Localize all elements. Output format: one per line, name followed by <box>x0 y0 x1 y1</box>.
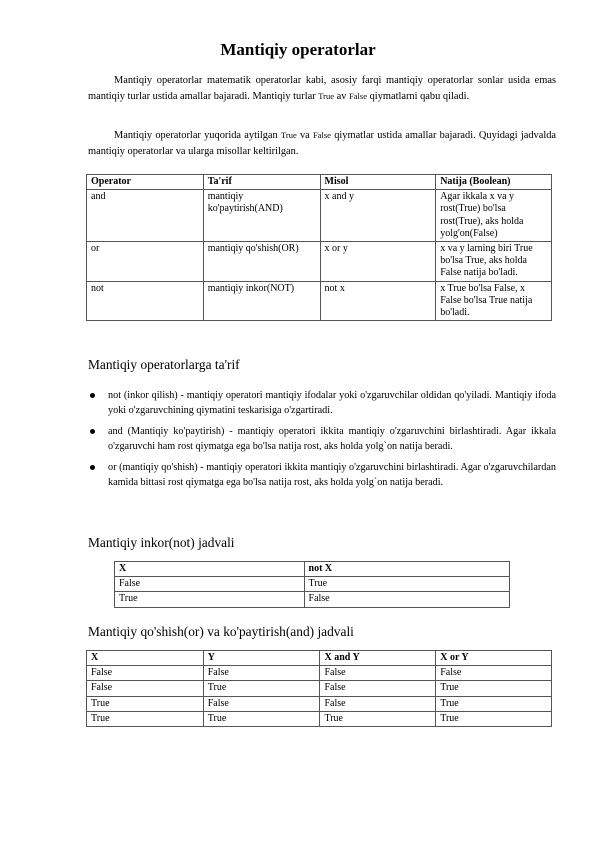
table-row <box>87 711 552 726</box>
table-cell: True <box>203 711 320 726</box>
header-cell: Misol <box>320 175 436 190</box>
table-cell: False <box>203 696 320 711</box>
table-cell: False <box>320 666 436 681</box>
operators-table-header-row <box>87 175 552 190</box>
list-item <box>88 388 556 418</box>
table-cell: True <box>320 711 436 726</box>
table-cell: x va y larning biri True bo'lsa True, aks holda False natija bo'ladi. <box>436 242 552 282</box>
header-cell: not X <box>304 562 509 577</box>
table-row <box>87 281 552 321</box>
page-title: Mantiqiy operatorlar <box>220 40 376 59</box>
operators-table <box>86 174 552 321</box>
header-cell: X <box>87 651 204 666</box>
table-cell: True <box>436 696 552 711</box>
header-cell: X and Y <box>320 651 436 666</box>
table-cell: False <box>115 577 305 592</box>
header-cell: Natija (Boolean) <box>436 175 552 190</box>
section-heading-definitions: Mantiqiy operatorlarga ta'rif <box>88 357 240 372</box>
header-cell: Operator <box>87 175 204 190</box>
table-cell: False <box>87 681 204 696</box>
list-item-text: or (mantiqiy qo'shish) - mantiqiy operatori ikkita mantiqiy o'zgaruvchini birlashtiradi. Agar o'zgaruvchilardan kamida bittasi rost qiymatga ega bo'lsa natija rost, aks holda yolg`on natija beradi. <box>108 462 556 488</box>
table-cell: mantiqiy qo'shish(OR) <box>203 242 320 282</box>
table-cell: False <box>436 666 552 681</box>
table-cell: True <box>203 681 320 696</box>
table-cell: and <box>87 190 204 242</box>
not-truth-table <box>114 561 510 608</box>
intro-paragraph-2 <box>88 128 556 159</box>
bullet-icon <box>90 465 95 470</box>
table-cell: not <box>87 281 204 321</box>
intro2-text-after: qiymatlar ustida amallar bajaradi. Quyidagi jadvalda mantiqiy operatorlar va ularga misollar keltirilgan. <box>88 130 557 157</box>
intro1-text-mid: av <box>336 90 347 102</box>
table-row <box>87 666 552 681</box>
table-cell: True <box>87 711 204 726</box>
table-row <box>87 696 552 711</box>
header-cell: X <box>115 562 305 577</box>
table-cell: x True bo'lsa False, x False bo'lsa True natija bo'ladi. <box>436 281 552 321</box>
table-cell: True <box>436 711 552 726</box>
table-cell: x and y <box>320 190 436 242</box>
intro2-text-before: Mantiqiy operatorlar yuqorida aytilgan <box>114 130 278 141</box>
header-cell: Y <box>203 651 320 666</box>
table-cell: not x <box>320 281 436 321</box>
intro1-text-after: qiymatlarni qabu qiladi. <box>369 90 470 102</box>
not-table-header-row <box>115 562 510 577</box>
bullet-icon <box>90 393 95 398</box>
table-row <box>87 242 552 282</box>
list-item-text: and (Mantiqiy ko'paytirish) - mantiqiy operatori ikkita mantiqiy o'zgaruvchini birlashtiradi. Agar ikkala o'zgaruvchi ham rost qiymatga ega bo'lsa natija rost, aks holda yolg`on natija beradi. <box>108 426 556 452</box>
header-cell: Ta'rif <box>203 175 320 190</box>
intro1-text-before: Mantiqiy operatorlar matematik operatorlar kabi, asosiy farqi mantiqiy operatorlar sonlar usida emas mantiqiy turlar ustida amallar bajaradi. Mantiqiy turlar <box>88 75 556 102</box>
table-row <box>87 190 552 242</box>
table-cell: False <box>320 696 436 711</box>
table-cell: x or y <box>320 242 436 282</box>
table-cell: True <box>436 681 552 696</box>
intro2-true-word: True <box>280 130 297 140</box>
andor-truth-table <box>86 650 552 727</box>
table-cell: False <box>304 592 509 607</box>
intro-paragraph-1 <box>88 73 556 104</box>
intro1-false-word: False <box>349 90 367 101</box>
definitions-list <box>88 388 556 496</box>
list-item <box>88 424 556 454</box>
section-heading-not-table: Mantiqiy inkor(not) jadvali <box>88 535 235 550</box>
table-cell: False <box>87 666 204 681</box>
table-cell: False <box>320 681 436 696</box>
intro2-false-word: False <box>313 130 331 140</box>
table-cell: mantiqiy inkor(NOT) <box>203 281 320 321</box>
table-cell: True <box>115 592 305 607</box>
table-cell: False <box>203 666 320 681</box>
intro1-true-word: True <box>318 90 335 101</box>
table-row <box>115 592 510 607</box>
section-heading-andor-table: Mantiqiy qo'shish(or) va ko'paytirish(and) jadvali <box>88 624 354 639</box>
list-item-text: not (inkor qilish) - mantiqiy operatori mantiqiy ifodalar yoki o'zgaruvchilar oldidan qo'yiladi. Mantiqiy ifoda yoki o'zgaruvchining qiymatini teskarisiga o'zgartiradi. <box>108 390 556 416</box>
andor-table-header-row <box>87 651 552 666</box>
table-cell: True <box>87 696 204 711</box>
bullet-icon <box>90 429 95 434</box>
intro2-text-mid: va <box>299 130 310 141</box>
table-cell: mantiqiy ko'paytirish(AND) <box>203 190 320 242</box>
table-cell: or <box>87 242 204 282</box>
table-cell: Agar ikkala x va y rost(True) bo'lsa rost(True), aks holda yolg'on(False) <box>436 190 552 242</box>
table-cell: True <box>304 577 509 592</box>
table-row <box>115 577 510 592</box>
list-item <box>88 460 556 490</box>
header-cell: X or Y <box>436 651 552 666</box>
table-row <box>87 681 552 696</box>
